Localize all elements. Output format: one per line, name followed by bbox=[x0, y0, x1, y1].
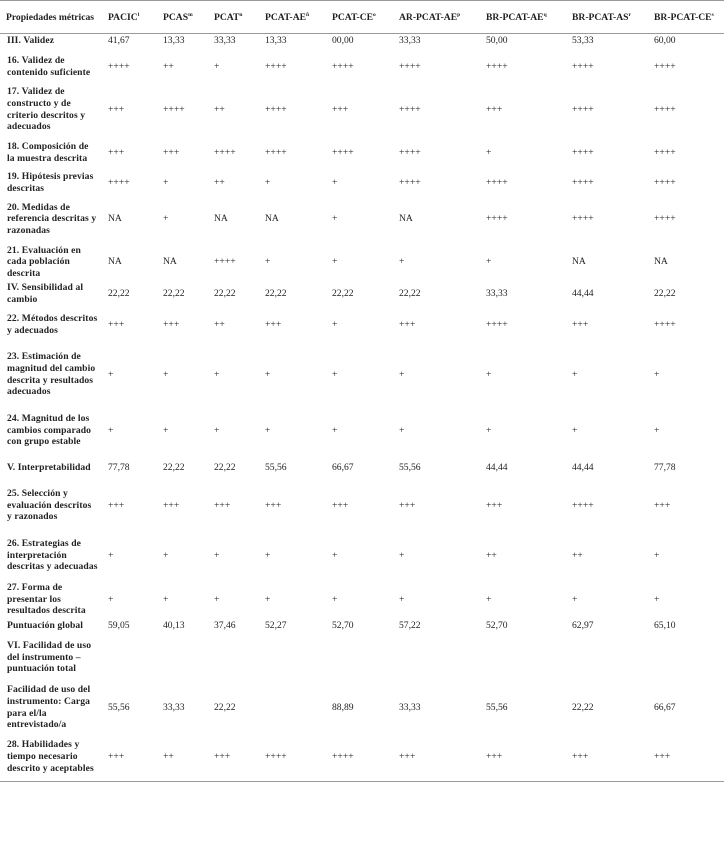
table-cell: 88,89 bbox=[332, 701, 354, 713]
table-cell: + bbox=[486, 146, 492, 158]
table-cell: +++ bbox=[265, 319, 282, 331]
column-header-footnote-mark: m bbox=[188, 12, 193, 19]
table-cell: + bbox=[163, 424, 169, 436]
column-header-br-pcat-ae bbox=[478, 1, 564, 34]
table-row bbox=[0, 344, 724, 406]
table-cell: +++ bbox=[399, 499, 416, 511]
row-label: 23. Estimación de magnitud del cambio descrita y resultados adecuados bbox=[7, 351, 96, 398]
table-cell: + bbox=[654, 368, 660, 380]
table-cell: + bbox=[486, 256, 492, 268]
table-cell: + bbox=[214, 368, 220, 380]
table-cell: + bbox=[214, 424, 220, 436]
table-cell: +++ bbox=[108, 146, 125, 158]
column-header-name: BR-PCAT-AE bbox=[486, 12, 544, 24]
table-cell: NA bbox=[163, 256, 177, 268]
table-cell: + bbox=[265, 176, 271, 188]
table-cell: ++++ bbox=[399, 60, 421, 72]
row-label: 24. Magnitud de los cambios comparado con grupo estable bbox=[7, 413, 92, 448]
table-cell: + bbox=[332, 424, 338, 436]
table-cell: + bbox=[572, 368, 578, 380]
table-cell: ++++ bbox=[654, 146, 676, 158]
column-header-footnote-mark: ñ bbox=[306, 12, 310, 19]
table-cell: + bbox=[265, 424, 271, 436]
table-cell: +++ bbox=[100, 733, 155, 782]
table-row bbox=[0, 633, 724, 683]
table-cell: + bbox=[108, 549, 114, 561]
table-cell: + bbox=[163, 176, 169, 188]
table-cell: + bbox=[163, 368, 169, 380]
table-cell: + bbox=[265, 549, 271, 561]
column-header-name: PCAT-AE bbox=[265, 12, 307, 24]
row-label: V. Interpretabilidad bbox=[7, 462, 91, 474]
table-cell: +++ bbox=[163, 146, 180, 158]
table-cell: + bbox=[399, 256, 405, 268]
table-cell bbox=[257, 633, 324, 683]
table-cell: ++++ bbox=[486, 176, 508, 188]
table-body bbox=[0, 34, 724, 782]
column-header-footnote-mark: q bbox=[543, 12, 547, 19]
table-cell: 22,22 bbox=[265, 287, 287, 299]
table-cell: +++ bbox=[332, 499, 349, 511]
column-header-name: PCAT bbox=[214, 12, 240, 24]
column-header-footnote-mark: p bbox=[457, 12, 461, 19]
table-cell: +++ bbox=[108, 103, 125, 115]
table-cell: + bbox=[265, 593, 271, 605]
row-label: VI. Facilidad de uso del instrumento – puntuación total bbox=[7, 640, 92, 675]
table-cell: 37,46 bbox=[214, 619, 236, 631]
table-cell: NA bbox=[108, 256, 122, 268]
table-cell: +++ bbox=[265, 499, 282, 511]
row-label: III. Validez bbox=[7, 35, 55, 47]
table-row bbox=[0, 85, 724, 135]
column-header-footnote-mark: n bbox=[239, 12, 243, 19]
table-cell: + bbox=[486, 424, 492, 436]
table-cell: + bbox=[399, 424, 405, 436]
row-label: 27. Forma de presentar los resultados descrita bbox=[7, 582, 86, 617]
table-cell: ++++ bbox=[654, 319, 676, 331]
table-cell: + bbox=[265, 256, 271, 268]
table-cell: ++++ bbox=[572, 146, 594, 158]
table-cell: ++++ bbox=[265, 60, 287, 72]
table-cell bbox=[155, 633, 206, 683]
table-cell: ++++ bbox=[572, 499, 594, 511]
table-cell: + bbox=[214, 549, 220, 561]
table-row bbox=[0, 733, 724, 782]
table-row bbox=[0, 49, 724, 85]
table-row bbox=[0, 581, 724, 619]
row-label: 26. Estrategias de interpretación descritas y adecuadas bbox=[7, 538, 98, 573]
table-cell: ++++ bbox=[399, 146, 421, 158]
column-header-name: AR-PCAT-AE bbox=[399, 12, 458, 24]
column-header-pcas bbox=[155, 1, 206, 34]
table-cell: 77,78 bbox=[108, 462, 130, 474]
table-cell bbox=[324, 633, 391, 683]
table-cell: 33,33 bbox=[399, 701, 421, 713]
table-cell: ++++ bbox=[214, 256, 236, 268]
table-cell: ++++ bbox=[257, 733, 324, 782]
table-cell: ++ bbox=[163, 60, 174, 72]
table-cell: 44,44 bbox=[572, 287, 594, 299]
table-cell: 22,22 bbox=[163, 287, 185, 299]
table-cell: 22,22 bbox=[214, 462, 236, 474]
table-cell: + bbox=[108, 424, 114, 436]
table-cell: ++++ bbox=[654, 213, 676, 225]
table-cell: ++++ bbox=[486, 319, 508, 331]
table-cell: + bbox=[332, 176, 338, 188]
table-cell: + bbox=[399, 368, 405, 380]
table-cell: +++ bbox=[214, 499, 231, 511]
column-header-name: BR-PCAT-CE bbox=[654, 12, 712, 24]
table-cell: 66,67 bbox=[332, 462, 354, 474]
table-cell: ++ bbox=[214, 103, 225, 115]
column-header-footnote-mark: r bbox=[628, 12, 631, 19]
table-cell: ++++ bbox=[572, 213, 594, 225]
table-cell: + bbox=[572, 593, 578, 605]
table-cell: +++ bbox=[163, 319, 180, 331]
table-cell: NA bbox=[572, 256, 586, 268]
table-cell: ++++ bbox=[332, 60, 354, 72]
table-cell: ++++ bbox=[654, 60, 676, 72]
table-cell: 55,56 bbox=[399, 462, 421, 474]
table-row bbox=[0, 195, 724, 244]
table-cell: 55,56 bbox=[486, 701, 508, 713]
table-cell: 53,33 bbox=[572, 35, 594, 47]
table-cell: 22,22 bbox=[572, 701, 594, 713]
table-cell bbox=[257, 683, 324, 733]
table-cell: +++ bbox=[646, 733, 724, 782]
table-cell: 44,44 bbox=[486, 462, 508, 474]
table-cell bbox=[206, 633, 257, 683]
table-cell: + bbox=[214, 593, 220, 605]
table-row bbox=[0, 281, 724, 307]
column-header-name: PACIC bbox=[108, 12, 138, 24]
table-cell: ++++ bbox=[399, 103, 421, 115]
table-cell: +++ bbox=[332, 103, 349, 115]
table-cell: ++++ bbox=[654, 103, 676, 115]
column-header-pacic bbox=[100, 1, 155, 34]
table-cell: NA bbox=[108, 213, 122, 225]
table-row bbox=[0, 481, 724, 531]
table-cell: + bbox=[332, 368, 338, 380]
table-cell: + bbox=[108, 593, 114, 605]
table-cell: + bbox=[332, 319, 338, 331]
row-label: 22. Métodos descritos y adecuados bbox=[7, 313, 98, 336]
table-cell: +++ bbox=[391, 733, 478, 782]
table-cell: 62,97 bbox=[572, 619, 594, 631]
table-cell: ++++ bbox=[332, 146, 354, 158]
table-cell: 22,22 bbox=[163, 462, 185, 474]
table-row bbox=[0, 307, 724, 344]
table-cell: NA bbox=[214, 213, 228, 225]
table-cell: ++++ bbox=[399, 176, 421, 188]
table-cell: 22,22 bbox=[654, 287, 676, 299]
table-cell: ++++ bbox=[108, 60, 130, 72]
table-cell: 22,22 bbox=[214, 701, 236, 713]
table-cell: ++++ bbox=[572, 60, 594, 72]
table-cell: 59,05 bbox=[108, 619, 130, 631]
column-header-br-pcat-ce bbox=[646, 1, 724, 34]
table-cell: 22,22 bbox=[214, 287, 236, 299]
table-row bbox=[0, 683, 724, 733]
table-cell: NA bbox=[654, 256, 668, 268]
table-cell: + bbox=[163, 593, 169, 605]
table-cell: +++ bbox=[206, 733, 257, 782]
table-cell: ++ bbox=[486, 549, 497, 561]
table-cell: 66,67 bbox=[654, 701, 676, 713]
row-label: 28. Habilidades y tiempo necesario descrito y aceptables bbox=[0, 733, 100, 782]
table-cell: +++ bbox=[486, 499, 503, 511]
table-cell: + bbox=[572, 424, 578, 436]
row-label: 17. Validez de constructo y de criterio descritos y adecuados bbox=[7, 86, 86, 133]
table-cell: 57,22 bbox=[399, 619, 421, 631]
table-cell: + bbox=[332, 256, 338, 268]
table-cell: 55,56 bbox=[265, 462, 287, 474]
table-cell: + bbox=[399, 593, 405, 605]
table-cell bbox=[478, 633, 564, 683]
table-cell: 22,22 bbox=[332, 287, 354, 299]
table-cell: +++ bbox=[486, 103, 503, 115]
column-header-name: BR-PCAT-AS bbox=[572, 12, 629, 24]
table-cell: + bbox=[332, 213, 338, 225]
table-cell: + bbox=[486, 368, 492, 380]
table-cell: +++ bbox=[654, 499, 671, 511]
table-cell: + bbox=[654, 424, 660, 436]
table-row bbox=[0, 244, 724, 281]
column-header-pcat-ae bbox=[257, 1, 324, 34]
table-cell: + bbox=[332, 549, 338, 561]
table-cell: +++ bbox=[108, 499, 125, 511]
table-cell: +++ bbox=[108, 319, 125, 331]
table-row bbox=[0, 135, 724, 171]
row-label: 25. Selección y evaluación descritos y razonados bbox=[7, 488, 92, 523]
table-cell: 33,33 bbox=[163, 701, 185, 713]
table-cell: ++++ bbox=[163, 103, 185, 115]
column-header-footnote-mark: o bbox=[373, 12, 376, 19]
table-cell: + bbox=[163, 213, 169, 225]
table-row bbox=[0, 171, 724, 195]
table-cell: ++++ bbox=[486, 60, 508, 72]
table-cell: ++++ bbox=[265, 103, 287, 115]
table-cell: 50,00 bbox=[486, 35, 508, 47]
column-header-pcat bbox=[206, 1, 257, 34]
table-row bbox=[0, 456, 724, 481]
table-cell: ++ bbox=[155, 733, 206, 782]
table-cell: ++++ bbox=[265, 146, 287, 158]
table-cell: ++++ bbox=[486, 213, 508, 225]
row-label: IV. Sensibilidad al cambio bbox=[7, 281, 84, 305]
table-cell: 52,70 bbox=[332, 619, 354, 631]
table-cell: ++++ bbox=[572, 103, 594, 115]
table-row bbox=[0, 531, 724, 581]
table-cell: + bbox=[654, 549, 660, 561]
column-header-br-pcat-as bbox=[564, 1, 646, 34]
table-cell: ++++ bbox=[324, 733, 391, 782]
table-cell: 33,33 bbox=[214, 35, 236, 47]
table-cell: 22,22 bbox=[108, 287, 130, 299]
table-cell: +++ bbox=[572, 319, 589, 331]
column-header-name: PCAT-CE bbox=[332, 12, 374, 24]
row-label: 18. Composición de la muestra descrita bbox=[7, 140, 89, 164]
table-cell: +++ bbox=[163, 499, 180, 511]
row-label: Facilidad de uso del instrumento: Carga para el/la entrevistado/a bbox=[7, 684, 91, 731]
row-label: 19. Hipótesis previas descritas bbox=[7, 170, 94, 194]
table-cell: + bbox=[399, 549, 405, 561]
table-cell: NA bbox=[399, 213, 413, 225]
table-cell: +++ bbox=[478, 733, 564, 782]
table-cell: 13,33 bbox=[163, 35, 185, 47]
table-cell: 22,22 bbox=[399, 287, 421, 299]
table-cell: 52,70 bbox=[486, 619, 508, 631]
table-cell: 77,78 bbox=[654, 462, 676, 474]
table-cell: ++++ bbox=[572, 176, 594, 188]
table-cell: +++ bbox=[399, 319, 416, 331]
table-cell: ++++ bbox=[214, 146, 236, 158]
table-cell: 41,67 bbox=[108, 35, 130, 47]
table-cell: 40,13 bbox=[163, 619, 185, 631]
table-cell: + bbox=[265, 368, 271, 380]
table-cell: 55,56 bbox=[108, 701, 130, 713]
table-cell: + bbox=[654, 593, 660, 605]
table-cell: 60,00 bbox=[654, 35, 676, 47]
table-cell: ++ bbox=[572, 549, 583, 561]
table-header-row bbox=[0, 1, 724, 34]
column-header-ar-pcat-ae bbox=[391, 1, 478, 34]
table-cell: 65,10 bbox=[654, 619, 676, 631]
table-cell bbox=[646, 633, 724, 683]
table-cell: 13,33 bbox=[265, 35, 287, 47]
table-cell: + bbox=[214, 60, 220, 72]
table-row bbox=[0, 34, 724, 49]
row-label: 16. Validez de contenido suficiente bbox=[7, 54, 91, 78]
table-cell: ++ bbox=[214, 319, 225, 331]
row-label: 20. Medidas de referencia descritas y razonadas bbox=[7, 201, 97, 236]
table-cell: 33,33 bbox=[399, 35, 421, 47]
table-cell: + bbox=[486, 593, 492, 605]
table-cell: NA bbox=[265, 213, 279, 225]
column-header-properties: Propiedades métricas bbox=[0, 1, 100, 34]
column-header-pcat-ce bbox=[324, 1, 391, 34]
table-cell: 00,00 bbox=[332, 35, 354, 47]
table-cell: ++++ bbox=[654, 176, 676, 188]
row-label: 21. Evaluación en cada población descrita bbox=[7, 244, 81, 279]
table-cell bbox=[391, 633, 478, 683]
table-cell: ++ bbox=[214, 176, 225, 188]
table-cell: +++ bbox=[564, 733, 646, 782]
column-header-name: PCAS bbox=[163, 12, 189, 24]
table-cell bbox=[100, 633, 155, 683]
table-cell: + bbox=[332, 593, 338, 605]
table-cell: 52,27 bbox=[265, 619, 287, 631]
table-cell bbox=[564, 633, 646, 683]
column-header-footnote-mark: s bbox=[711, 12, 714, 19]
table-cell: ++++ bbox=[108, 176, 130, 188]
table-cell: + bbox=[108, 368, 114, 380]
table-cell: 33,33 bbox=[486, 287, 508, 299]
table-cell: + bbox=[163, 549, 169, 561]
column-header-footnote-mark: l bbox=[137, 12, 140, 19]
table-row bbox=[0, 406, 724, 456]
row-label: Puntuación global bbox=[7, 619, 84, 631]
table-cell: 44,44 bbox=[572, 462, 594, 474]
table-row bbox=[0, 619, 724, 633]
